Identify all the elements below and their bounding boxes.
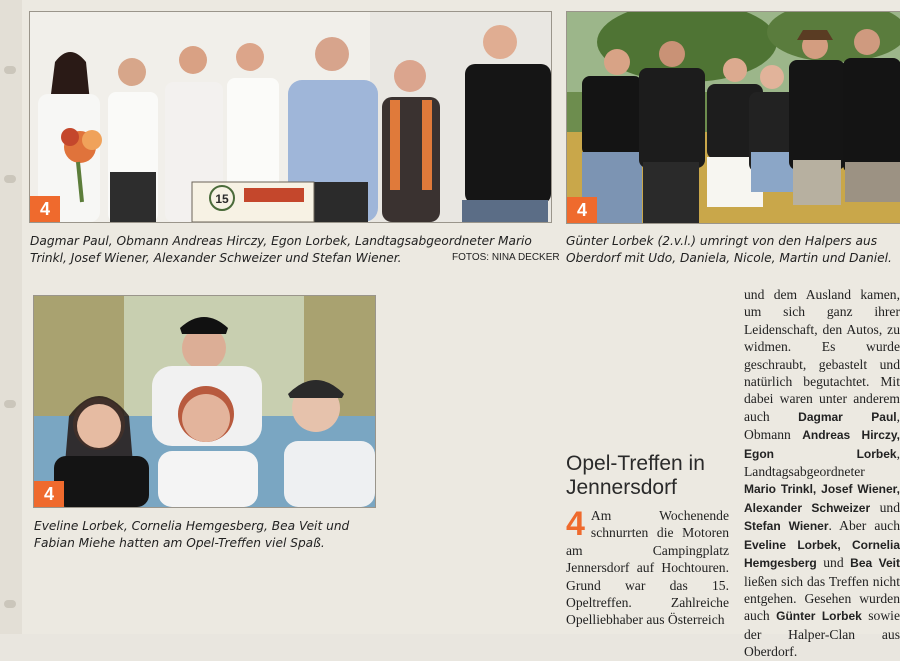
person-name: Eveline Lorbek, Cornelia Hemgesberg (744, 537, 900, 571)
headline-line: Opel-Treffen in (566, 452, 705, 475)
caption-text: Dagmar Paul, Obmann Andreas Hirczy, Egon Lorbek, Landtagsabgeordneter Mario Trinkl, Josef Wiener, Alexander Schweizer und Stefan Wiener. (30, 234, 532, 265)
anniversary-plaque (192, 182, 314, 222)
article-text: . Aber auch (828, 518, 900, 534)
page-badge: 4 (30, 196, 60, 222)
binding-hole (4, 400, 16, 408)
article-text: sowie der Halper-Clan aus Oberdorf. (744, 608, 900, 660)
person-name: Dagmar Paul (798, 409, 897, 424)
article-text: ließen sich das Treffen nicht entgehen. Gesehen wurden auch (744, 573, 900, 624)
binding-hole (4, 66, 16, 74)
plaque-number: 15 (215, 192, 229, 206)
page-badge: 4 (567, 197, 597, 223)
article-column-1 (566, 507, 729, 629)
photo-halper-group-image (567, 12, 900, 223)
caption-photo3 (34, 518, 374, 551)
page-badge: 4 (34, 481, 64, 507)
article-text: und dem Ausland kamen, um sich ganz ihrer Leidenschaft, den Autos, zu widmen. Es wurde geschraubt, gebastelt und natürlich begutachtet. Mit dabei waren unter anderem auch (744, 287, 900, 424)
person-name: Bea Veit (850, 556, 900, 571)
person-name: Andreas Hirczy, Egon Lorbek (744, 428, 900, 461)
dropcap-number: 4 (566, 505, 585, 543)
caption-photo2 (566, 233, 896, 266)
article-text: und (816, 555, 851, 571)
article-text: , Obmann (744, 408, 900, 443)
article-text: , Landtagsabgeordneter (744, 445, 900, 480)
person-name: Stefan Wiener (744, 519, 829, 534)
article-headline (566, 452, 705, 500)
article-column-2 (744, 286, 900, 661)
person-name: Mario Trinkl, Josef Wiener, Alexander Schweizer (744, 482, 900, 515)
binding-hole (4, 600, 16, 608)
caption-text: Eveline Lorbek, Cornelia Hemgesberg, Bea Veit und Fabian Miehe hatten am Opel-Treffen viel Spaß. (34, 519, 350, 550)
photo-four-friends-image (34, 296, 375, 507)
person-figure (639, 41, 705, 223)
page-binding-edge (0, 0, 22, 634)
article-text: Am Wochenende schnurrten die Motoren am Campingplatz Jennersdorf auf Hochtouren. Grund war das 15. Opeltreffen. Zahlreiche Opelliebhaber aus Österreich (566, 508, 729, 628)
photo-credit: FOTOS: NINA DECKER (452, 252, 560, 263)
photo-four-friends (33, 295, 376, 508)
article-text: und (870, 499, 900, 515)
headline-line: Jennersdorf (566, 476, 677, 499)
person-name: Günter Lorbek (776, 609, 862, 624)
photo-group-officials-image (30, 12, 551, 222)
caption-text: Günter Lorbek (2.v.l.) umringt von den Halpers aus Oberdorf mit Udo, Daniela, Nicole, Martin und Daniel. (566, 234, 892, 265)
photo-group-officials (29, 11, 552, 223)
binding-hole (4, 175, 16, 183)
photo-halper-group (566, 11, 900, 224)
